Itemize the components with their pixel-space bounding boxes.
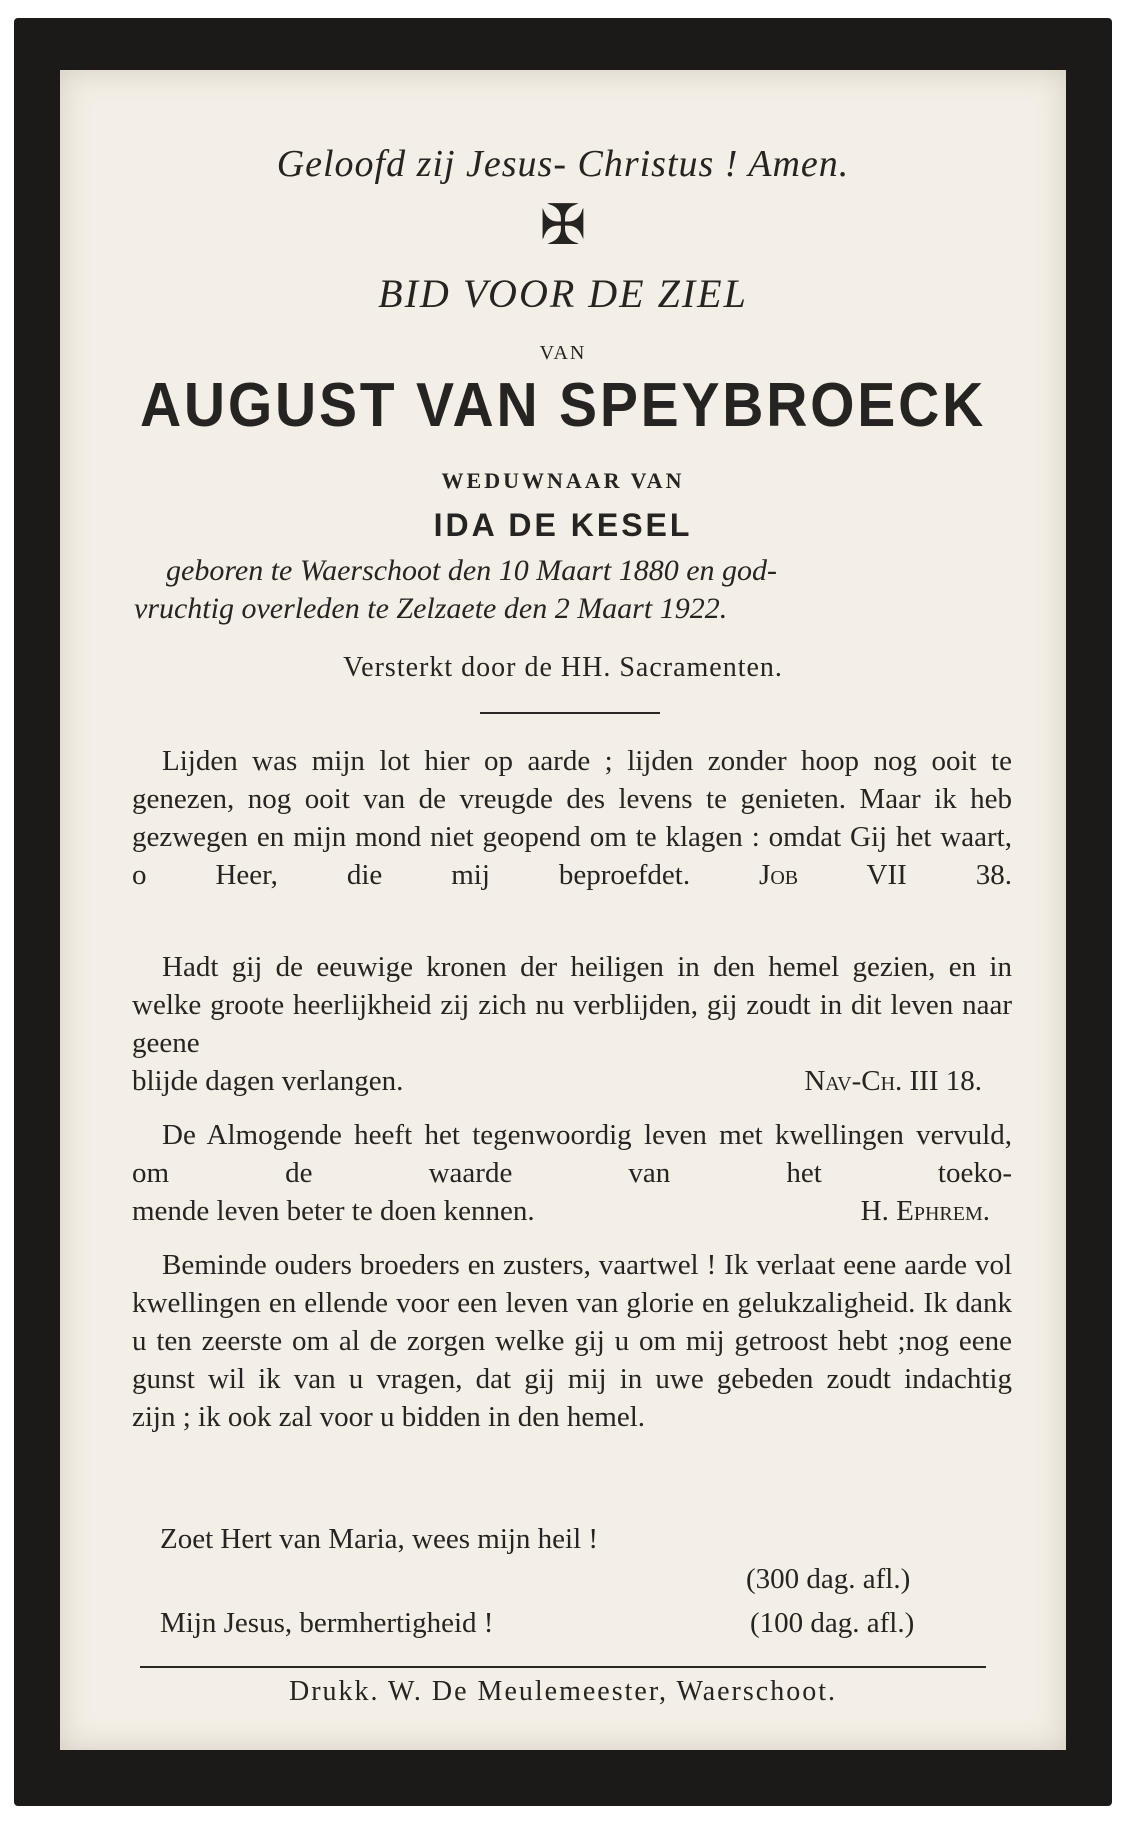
- paragraph-3-reference: H. Ephrem.: [860, 1195, 990, 1227]
- deceased-name: AUGUST VAN SPEYBROECK: [139, 371, 987, 440]
- paragraph-3-text: De Almogende heeft het tegenwoordig leven met kwellingen vervuld, om de waarde van het toeko-: [132, 1119, 1012, 1189]
- paragraph-3-last-line: [132, 1192, 1012, 1230]
- memorial-card: [14, 18, 1112, 1806]
- sacraments-line: Versterkt door de HH. Sacramenten.: [343, 652, 783, 683]
- prayer-2: Mijn Jesus, bermhertigheid !: [160, 1607, 494, 1639]
- paragraph-2-end: blijde dagen verlangen.: [132, 1065, 404, 1097]
- paragraph-2-last-line: [132, 1062, 1012, 1100]
- card-paper: [60, 70, 1066, 1750]
- dates-line-2: vruchtig overleden te Zelzaete den 2 Maart 1922.: [134, 592, 728, 625]
- paragraph-2-reference: Nav-Ch. III 18.: [804, 1065, 982, 1097]
- scripture-paragraph-3: [132, 1116, 1012, 1230]
- farewell-text: Beminde ouders broeders en zusters, vaartwel ! Ik verlaat eene aarde vol kwellingen en ellende voor een leven van glorie en gelukzaligheid. Ik dank u ten zeerste om al de zorgen welke gij u om mij getroost hebt ;nog eene gunst wil ik van u vragen, dat gij mij in uwe gebeden zoudt indachtig: [132, 1249, 1012, 1395]
- paragraph-3-end: mende leven beter te doen kennen.: [132, 1195, 535, 1227]
- heading: BID VOOR DE ZIEL: [378, 271, 748, 316]
- paragraph-1-reference: Job VII 38.: [759, 859, 1012, 891]
- greeting: Geloofd zij Jesus- Christus ! Amen.: [276, 143, 850, 185]
- widower-label: WEDUWNAAR VAN: [441, 468, 685, 493]
- farewell-last-line: [132, 1398, 1012, 1436]
- scripture-paragraph-2: [132, 948, 1012, 1100]
- dates-line-1: geboren te Waerschoot den 10 Maart 1880 en god-: [166, 554, 778, 587]
- indulgence-1: (300 dag. afl.): [746, 1563, 911, 1595]
- divider-short: [480, 712, 660, 714]
- prayer-1: Zoet Hert van Maria, wees mijn heil !: [160, 1523, 599, 1555]
- indulgence-2: (100 dag. afl.): [750, 1607, 915, 1639]
- spouse-name: IDA DE KESEL: [433, 507, 693, 543]
- scripture-paragraph-1: [132, 742, 1012, 894]
- farewell-paragraph: [132, 1246, 1012, 1436]
- van-label: VAN: [539, 342, 587, 364]
- farewell-end: zijn ; ik ook zal voor u bidden in den hemel.: [132, 1401, 646, 1433]
- paragraph-2-text: Hadt gij de eeuwige kronen der heiligen in den hemel gezien, en in welke groote heerlijkheid zij zich nu verblijden, gij zoudt in dit leven naar geene: [132, 951, 1012, 1059]
- birth-death-dates: [134, 552, 1014, 628]
- paragraph-1-text: Lijden was mijn lot hier op aarde ; lijden zonder hoop nog ooit te genezen, nog ooit van de vreugde des levens te genieten. Maar ik heb gezwegen en mijn mond niet geopend om te klagen : omdat Gij het waart, o Heer, die mij beproefdet.: [132, 745, 1012, 891]
- divider-long: [140, 1666, 986, 1668]
- cross-icon: ✠: [539, 193, 587, 258]
- printer-credit: Drukk. W. De Meulemeester, Waerschoot.: [289, 1676, 837, 1707]
